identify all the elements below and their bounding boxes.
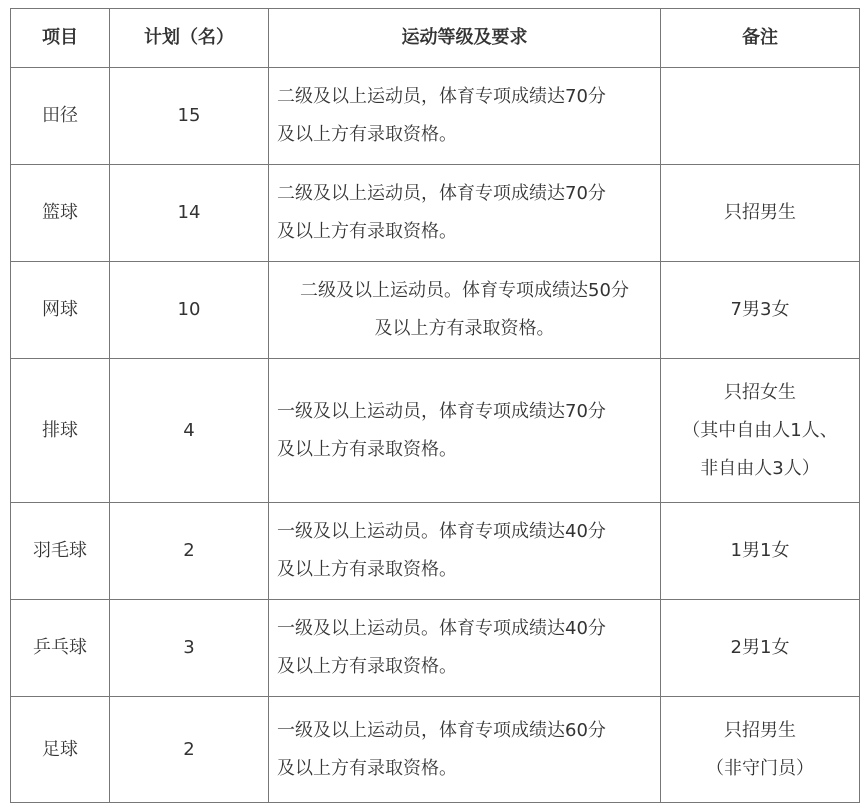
plan-cell: 2 — [110, 697, 269, 803]
table-row — [11, 697, 860, 803]
plan-cell: 14 — [110, 165, 269, 262]
note-line: （其中自由人1人、 — [682, 419, 838, 441]
plan-cell: 2 — [110, 503, 269, 600]
item-cell: 篮球 — [11, 165, 110, 262]
item-cell: 足球 — [11, 697, 110, 803]
requirement-line: 及以上方有录取资格。 — [277, 757, 457, 779]
header-note: 备注 — [661, 9, 860, 68]
requirement-cell — [269, 262, 661, 359]
plan-cell: 3 — [110, 600, 269, 697]
table-row — [11, 600, 860, 697]
requirement-line: 一级及以上运动员。体育专项成绩达40分 — [277, 618, 606, 639]
note-cell — [661, 68, 860, 165]
plan-cell: 10 — [110, 262, 269, 359]
requirement-line: 一级及以上运动员，体育专项成绩达70分 — [277, 400, 606, 422]
requirement-line: 一级及以上运动员，体育专项成绩达60分 — [277, 719, 606, 741]
requirement-line: 及以上方有录取资格。 — [277, 221, 457, 242]
admission-table — [10, 8, 860, 803]
item-cell: 排球 — [11, 359, 110, 503]
requirement-cell — [269, 600, 661, 697]
header-plan: 计划（名） — [110, 9, 269, 68]
note-cell — [661, 503, 860, 600]
note-cell — [661, 165, 860, 262]
requirement-line: 及以上方有录取资格。 — [277, 124, 457, 145]
item-cell: 网球 — [11, 262, 110, 359]
plan-cell: 15 — [110, 68, 269, 165]
note-cell — [661, 697, 860, 803]
requirement-cell — [269, 165, 661, 262]
note-cell — [661, 262, 860, 359]
requirement-line: 及以上方有录取资格。 — [374, 318, 555, 339]
requirement-cell — [269, 359, 661, 503]
requirement-cell — [269, 697, 661, 803]
table-row — [11, 68, 860, 165]
item-cell: 乒乓球 — [11, 600, 110, 697]
note-line: 只招女生 — [724, 381, 796, 403]
note-line: 2男1女 — [730, 637, 790, 658]
table-header-row — [11, 9, 860, 68]
note-cell — [661, 600, 860, 697]
note-line: 只招男生 — [724, 202, 796, 223]
note-line: 7男3女 — [730, 299, 790, 320]
requirement-cell — [269, 68, 661, 165]
table-row — [11, 503, 860, 600]
note-cell — [661, 359, 860, 503]
note-line: 非自由人3人） — [700, 457, 820, 479]
requirement-line: 二级及以上运动员，体育专项成绩达70分 — [277, 86, 606, 107]
requirement-line: 二级及以上运动员。体育专项成绩达50分 — [300, 280, 629, 301]
requirement-line: 及以上方有录取资格。 — [277, 559, 457, 580]
item-cell: 田径 — [11, 68, 110, 165]
plan-cell: 4 — [110, 359, 269, 503]
requirement-line: 及以上方有录取资格。 — [277, 656, 457, 677]
note-line: 1男1女 — [730, 540, 790, 561]
requirement-line: 一级及以上运动员。体育专项成绩达40分 — [277, 521, 606, 542]
table-row — [11, 359, 860, 503]
table-row — [11, 262, 860, 359]
item-cell: 羽毛球 — [11, 503, 110, 600]
table-row — [11, 165, 860, 262]
note-line: （非守门员） — [706, 757, 814, 779]
requirement-cell — [269, 503, 661, 600]
header-requirement: 运动等级及要求 — [269, 9, 661, 68]
header-item: 项目 — [11, 9, 110, 68]
requirement-line: 及以上方有录取资格。 — [277, 438, 457, 460]
note-line: 只招男生 — [724, 719, 796, 741]
requirement-line: 二级及以上运动员，体育专项成绩达70分 — [277, 183, 606, 204]
